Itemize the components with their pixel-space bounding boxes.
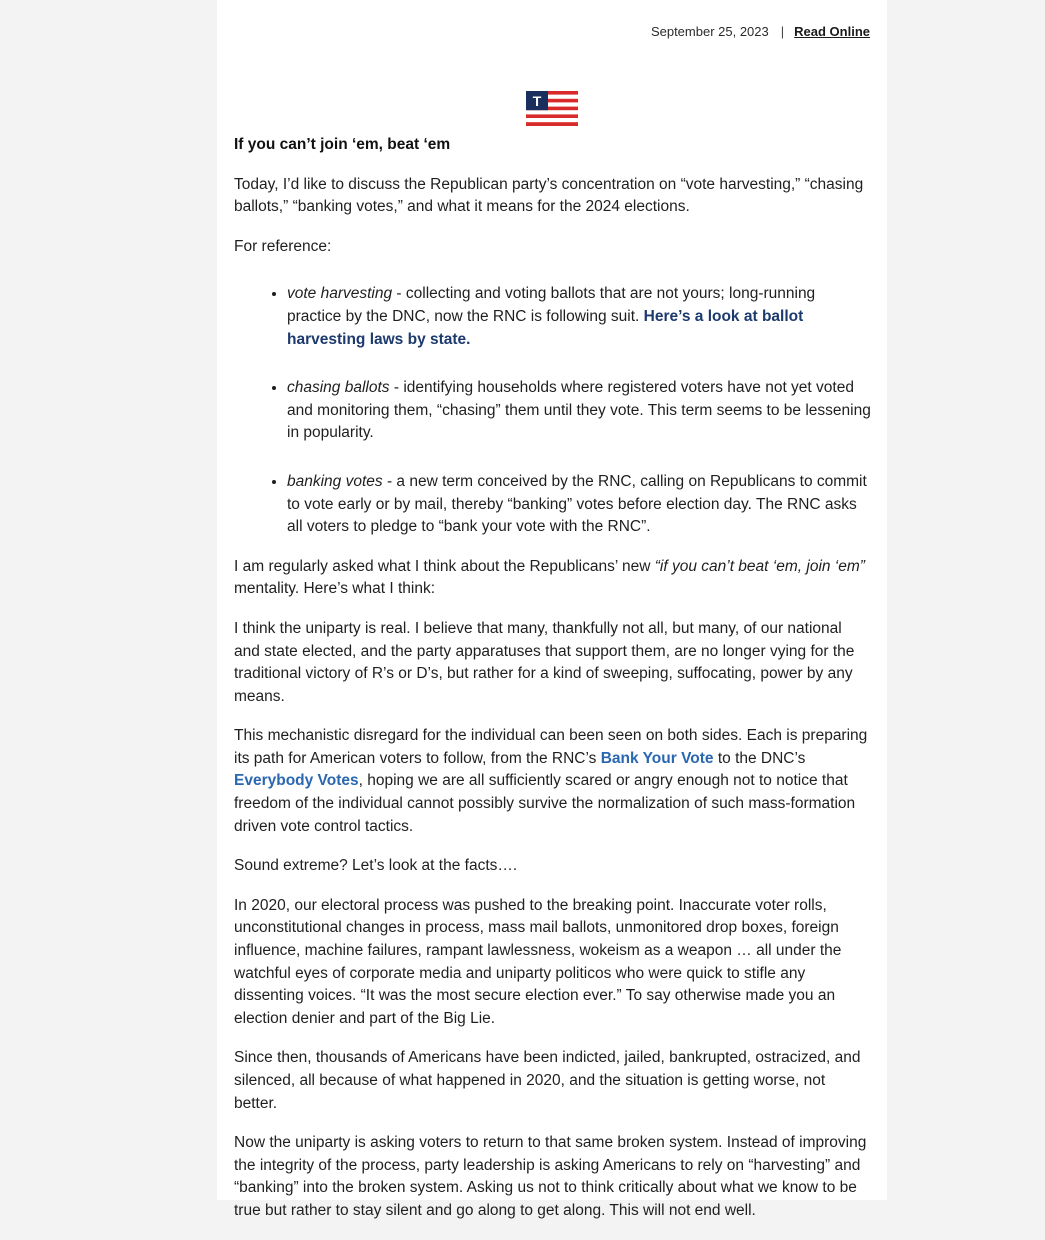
definition-item [287,377,871,445]
mechanistic-text-1: This mechanistic disregard for the individual can been seen on both sides. Each is preparing its path for American voters to follow, from the RNC’s [234,727,868,767]
logo-letter: T [532,93,542,109]
mechanistic-text-3: , hoping we are all sufficiently scared or angry enough not to notice that freedom of the individual cannot possibly survive the normalization of such mass-formation driven vote control tactics. [234,772,856,835]
sound-extreme-paragraph: Sound extreme? Let’s look at the facts…. [234,857,518,875]
bank-your-vote-link[interactable]: Bank Your Vote [600,749,714,767]
flag-logo-icon [526,91,578,126]
definition-text: - identifying households where registered voters have not yet voted and monitoring them, “chasing” them until they vote. This term seems to be lessening in popularity. [287,379,871,442]
asked-text-2: mentality. Here’s what I think: [234,580,436,598]
definition-text: - a new term conceived by the RNC, calling on Republicans to commit to vote early or by mail, thereby “banking” votes before election day. The RNC asks all voters to pledge to “bank your vote with the RNC”. [287,472,867,536]
uniparty-paragraph: I think the uniparty is real. I believe that many, thankfully not all, but many, of our national and state elected, and the party apparatuses that support them, are no longer vying for the traditional victory of R’s or D’s, but rather for a kind of sweeping, suffocating, power by any means. [234,619,855,705]
since-then-paragraph: Since then, thousands of Americans have been indicted, jailed, bankrupted, ostracized, and silenced, all because of what happened in 2020, and the situation is getting worse, not better. [234,1049,861,1112]
asked-text-1: I am regularly asked what I think about the Republicans’ new [234,557,655,575]
definition-term: vote harvesting [287,285,393,303]
asked-paragraph [234,556,871,601]
definition-term: chasing ballots [287,379,390,397]
mechanistic-paragraph [234,725,871,838]
definition-item [287,283,871,351]
reference-label: For reference: [234,237,332,255]
asked-quote: “if you can’t beat ‘em, join ‘em” [654,557,865,575]
email-date: September 25, 2023 [650,24,769,39]
definition-text: - collecting and voting ballots that are not yours; long-running practice by the DNC, now the RNC is following suit. [287,285,816,325]
definition-item [287,471,871,539]
everybody-votes-link[interactable]: Everybody Votes [234,772,359,790]
mechanistic-text-2: to the DNC’s [713,749,806,767]
email-card [217,0,887,1219]
intro-paragraph: Today, I’d like to discuss the Republican party’s concentration on “vote harvesting,” “chasing ballots,” “banking votes,” and what it means for the 2024 elections. [234,175,864,216]
article-body [234,134,871,1240]
election-2020-paragraph: In 2020, our electoral process was pushed to the breaking point. Inaccurate voter rolls, unconstitutional changes in process, mass mail ballots, unmonitored drop boxes, foreign influence, machine failures, rampant lawlessness, wokeism as a weapon … all under the watchful eyes of corporate media and uniparty politicos who were quick to stifle any dissenting voices. “It was the most secure election ever.” To say otherwise made you an election denier and part of the Big Lie. [234,896,842,1027]
ballot-harvesting-laws-link[interactable]: Here’s a look at ballot harvesting laws by state. [287,307,804,348]
article-heading: If you can’t join ‘em, beat ‘em [234,136,451,153]
email-header [651,24,870,39]
definition-term: banking votes [287,472,383,490]
read-online-link[interactable]: Read Online [794,24,870,39]
definitions-list [234,283,871,538]
now-uniparty-paragraph: Now the uniparty is asking voters to return to that same broken system. Instead of improving the integrity of the process, party leadership is asking Americans to rely on “harvesting” and “banking” into the broken system. Asking us not to think critically about what we know to be true but rather to stay silent and go along to get along. This will not end well. [234,1134,867,1219]
header-separator: | [780,24,785,39]
